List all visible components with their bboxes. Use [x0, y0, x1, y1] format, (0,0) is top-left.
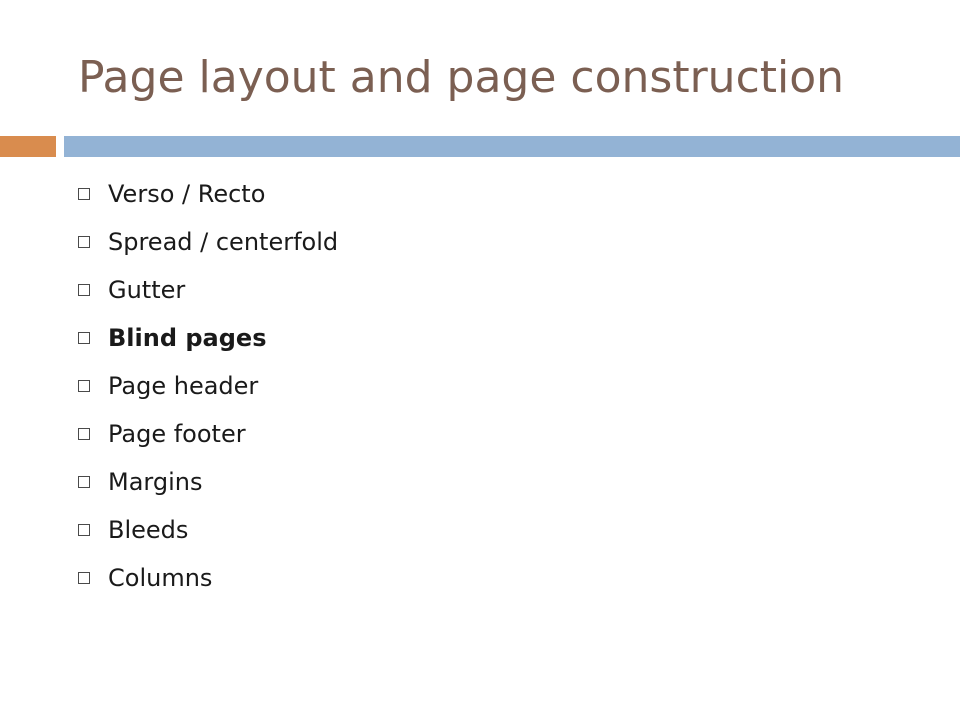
bullet-label-margins: Margins [108, 468, 203, 496]
bullet-item [78, 410, 338, 458]
bullet-label-page-header: Page header [108, 372, 259, 400]
bullet-list [78, 170, 338, 602]
square-bullet-icon [78, 332, 90, 344]
bullet-label-blind-pages: Blind pages [108, 324, 267, 352]
square-bullet-icon [78, 236, 90, 248]
square-bullet-icon [78, 572, 90, 584]
square-bullet-icon [78, 476, 90, 488]
bullet-label-gutter: Gutter [108, 276, 186, 304]
bullet-item [78, 362, 338, 410]
slide-title: Page layout and page construction [78, 52, 845, 103]
accent-bar-blue [64, 136, 960, 157]
bullet-item [78, 170, 338, 218]
bullet-label-bleeds: Bleeds [108, 516, 189, 544]
square-bullet-icon [78, 284, 90, 296]
bullet-item [78, 458, 338, 506]
bullet-label-columns: Columns [108, 564, 213, 592]
square-bullet-icon [78, 428, 90, 440]
bullet-item [78, 506, 338, 554]
bullet-item [78, 218, 338, 266]
square-bullet-icon [78, 188, 90, 200]
bullet-item [78, 314, 338, 362]
square-bullet-icon [78, 524, 90, 536]
bullet-item [78, 266, 338, 314]
accent-bar-orange [0, 136, 56, 157]
bullet-label-verso-recto: Verso / Recto [108, 180, 266, 208]
bullet-label-spread-centerfold: Spread / centerfold [108, 228, 339, 256]
bullet-label-page-footer: Page footer [108, 420, 246, 448]
bullet-item [78, 554, 338, 602]
square-bullet-icon [78, 380, 90, 392]
